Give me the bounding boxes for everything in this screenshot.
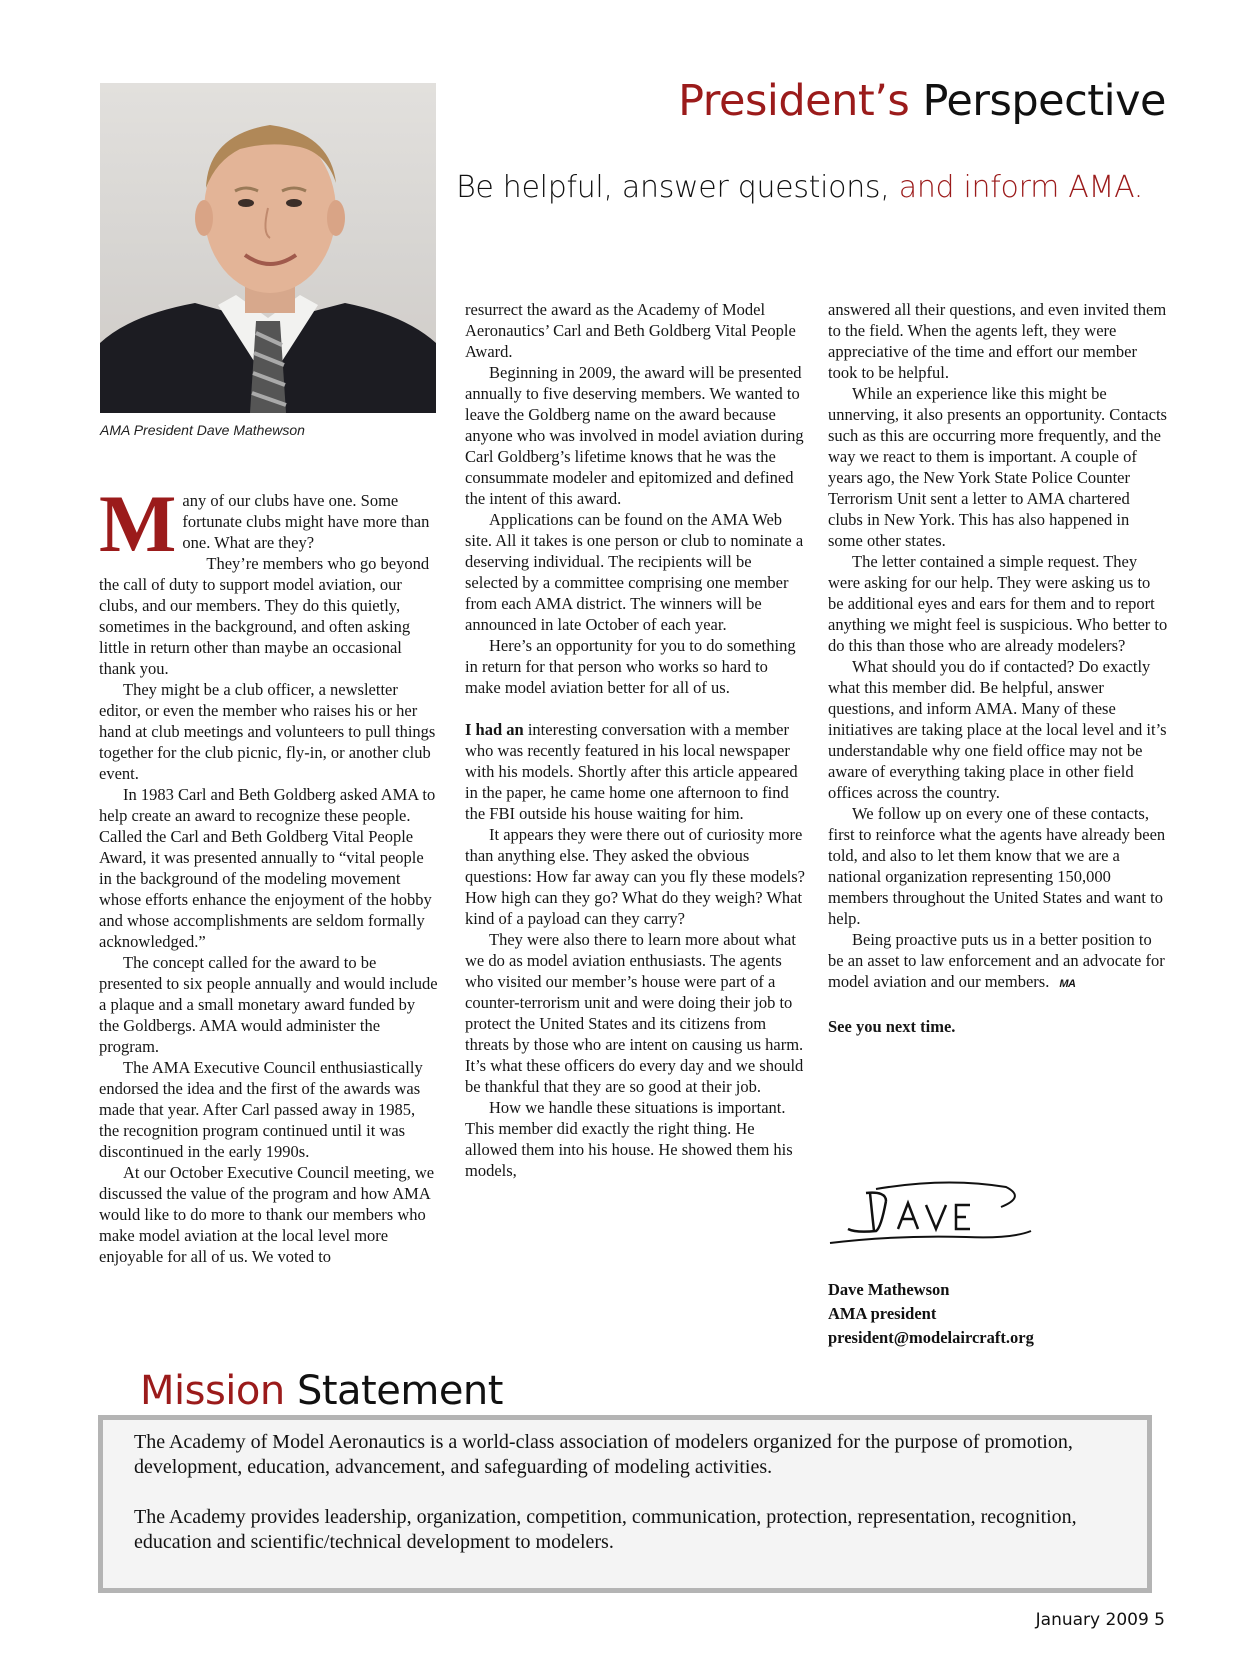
article-column-2	[465, 299, 805, 1181]
page-title	[678, 76, 1166, 126]
article-column-3	[828, 299, 1168, 1037]
page-subtitle	[456, 170, 1143, 205]
signoff: See you next time.	[828, 1017, 956, 1036]
page-footer: January 2009 5	[1035, 1610, 1165, 1630]
paragraph: Beginning in 2009, the award will be presented annually to five deserving members. We wanted to leave the Goldberg name on the award because anyone who was involved in model aviation during Carl Goldberg’s lifetime knows that he was the consummate modeler and epitomized and defined the intent of this award.	[465, 363, 804, 508]
section-opening-paragraph: I had an interesting conversation with a member who was recently featured in his local newspaper with his models. Shortly after this article appeared in the paper, he came home one afternoon to find the FBI outside his house waiting for him.	[465, 720, 798, 823]
drop-cap: M	[99, 478, 177, 569]
paragraph: resurrect the award as the Academy of Model Aeronautics’ Carl and Beth Goldberg Vital People Award.	[465, 300, 796, 361]
title-main: Perspective	[922, 76, 1166, 126]
subtitle-main: Be helpful, answer questions,	[456, 170, 890, 205]
paragraph: They might be a club officer, a newsletter editor, or even the member who raises his or her hand at club meetings and volunteers to pull things together for the club picnic, fly-in, or another club event.	[99, 680, 436, 783]
signer-name: Dave Mathewson	[828, 1280, 950, 1299]
end-mark: MA	[1059, 978, 1076, 990]
paragraph: The concept called for the award to be presented to six people annually and would include a plaque and a small monetary award funded by the Goldbergs. AMA would administer the program.	[99, 953, 438, 1056]
opening-paragraph: Many of our clubs have one. Some fortunate clubs might have more than one. What are they?	[99, 478, 430, 569]
mission-heading-accent: Mission	[140, 1368, 285, 1414]
president-photo	[100, 83, 436, 413]
paragraph: Here’s an opportunity for you to do something in return for that person who works so hard to make model aviation better for all of us.	[465, 636, 796, 697]
title-accent: President’s	[678, 76, 910, 126]
paragraph: At our October Executive Council meeting, we discussed the value of the program and how AMA would like to do more to thank our members who make model aviation at the local level more enjoyable for all of us. We voted to	[99, 1163, 435, 1266]
paragraph: We follow up on every one of these contacts, first to reinforce what the agents have already been told, and also to let them know that we are a national organization representing 150,000 members throughout the United States and want to help.	[828, 804, 1166, 928]
mission-heading-main: Statement	[296, 1368, 503, 1414]
closing-paragraph: Being proactive puts us in a better position to be an asset to law enforcement and an advocate for model aviation and our members. MA	[828, 930, 1165, 991]
article-column-1	[99, 478, 439, 1267]
paragraph: How we handle these situations is important. This member did exactly the right thing. He allowed them into his house. He showed them his models,	[465, 1098, 793, 1180]
signer-title: AMA president	[828, 1304, 937, 1323]
paragraph: answered all their questions, and even invited them to the field. When the agents left, they were appreciative of the time and effort our member took to be helpful.	[828, 300, 1167, 382]
subtitle-accent: and inform AMA.	[898, 170, 1143, 205]
paragraph: While an experience like this might be unnerving, it also presents an opportunity. Contacts such as this are occurring more frequently, and the way we react to them is important. A couple of years ago, the New York State Police Counter Terrorism Unit sent a letter to AMA chartered clubs in New York. This has also happened in some other states.	[828, 384, 1167, 550]
photo-caption: AMA President Dave Mathewson	[100, 422, 305, 438]
mission-paragraph: The Academy provides leadership, organization, competition, communication, protection, representation, recognition, education and scientific/technical development to modelers.	[134, 1506, 1077, 1553]
mission-paragraph: The Academy of Model Aeronautics is a world-class association of modelers organized for the purpose of promotion, development, education, advancement, and safeguarding of modeling activities.	[134, 1431, 1073, 1478]
signer-email: president@modelaircraft.org	[828, 1328, 1034, 1347]
mission-text	[134, 1430, 1134, 1580]
handwritten-signature	[826, 1173, 1036, 1253]
mission-heading	[140, 1368, 503, 1414]
paragraph: Applications can be found on the AMA Web site. All it takes is one person or club to nominate a deserving individual. The recipients will be selected by a committee comprising one member from each AMA district. The winners will be announced in late October of each year.	[465, 510, 804, 634]
paragraph: They were also there to learn more about what we do as model aviation enthusiasts. The agents who visited our member’s house were part of a counter-terrorism unit and were doing their job to protect the United States and its citizens from threats by those who are intent on causing us harm. It’s what these officers do every day and we should be thankful that they are so good at their job.	[465, 930, 804, 1096]
paragraph: In 1983 Carl and Beth Goldberg asked AMA to help create an award to recognize these people. Called the Carl and Beth Goldberg Vital People Award, it was presented annually to “vital people in the background of the modeling movement whose efforts enhance the enjoyment of the hobby and whose accomplishments are seldom formally acknowledged.”	[99, 785, 436, 951]
lead-in: I had an	[465, 720, 524, 739]
paragraph: It appears they were there out of curiosity more than anything else. They asked the obvious questions: How far away can you fly these models? How high can they go? What do they weigh? What kind of a payload can they carry?	[465, 825, 805, 928]
paragraph: The AMA Executive Council enthusiastically endorsed the idea and the first of the awards was made that year. After Carl passed away in 1985, the recognition program continued until it was discontinued in the early 1990s.	[99, 1058, 423, 1161]
signature-block	[828, 1278, 1034, 1350]
paragraph: What should you do if contacted? Do exactly what this member did. Be helpful, answer questions, and inform AMA. Many of these initiatives are taking place at the local level and it’s understandable why one field office may not be aware of everything taking place in other field offices across the country.	[828, 657, 1167, 802]
paragraph: The letter contained a simple request. They were asking for our help. They were asking us to be additional eyes and ears for them and to report anything we might feel is suspicious. Who better to do this than those who are already modelers?	[828, 552, 1168, 655]
paragraph: They’re members who go beyond the call of duty to support model aviation, our clubs, and our members. They do this quietly, sometimes in the background, and often asking little in return other than maybe an occasional thank you.	[99, 554, 430, 678]
